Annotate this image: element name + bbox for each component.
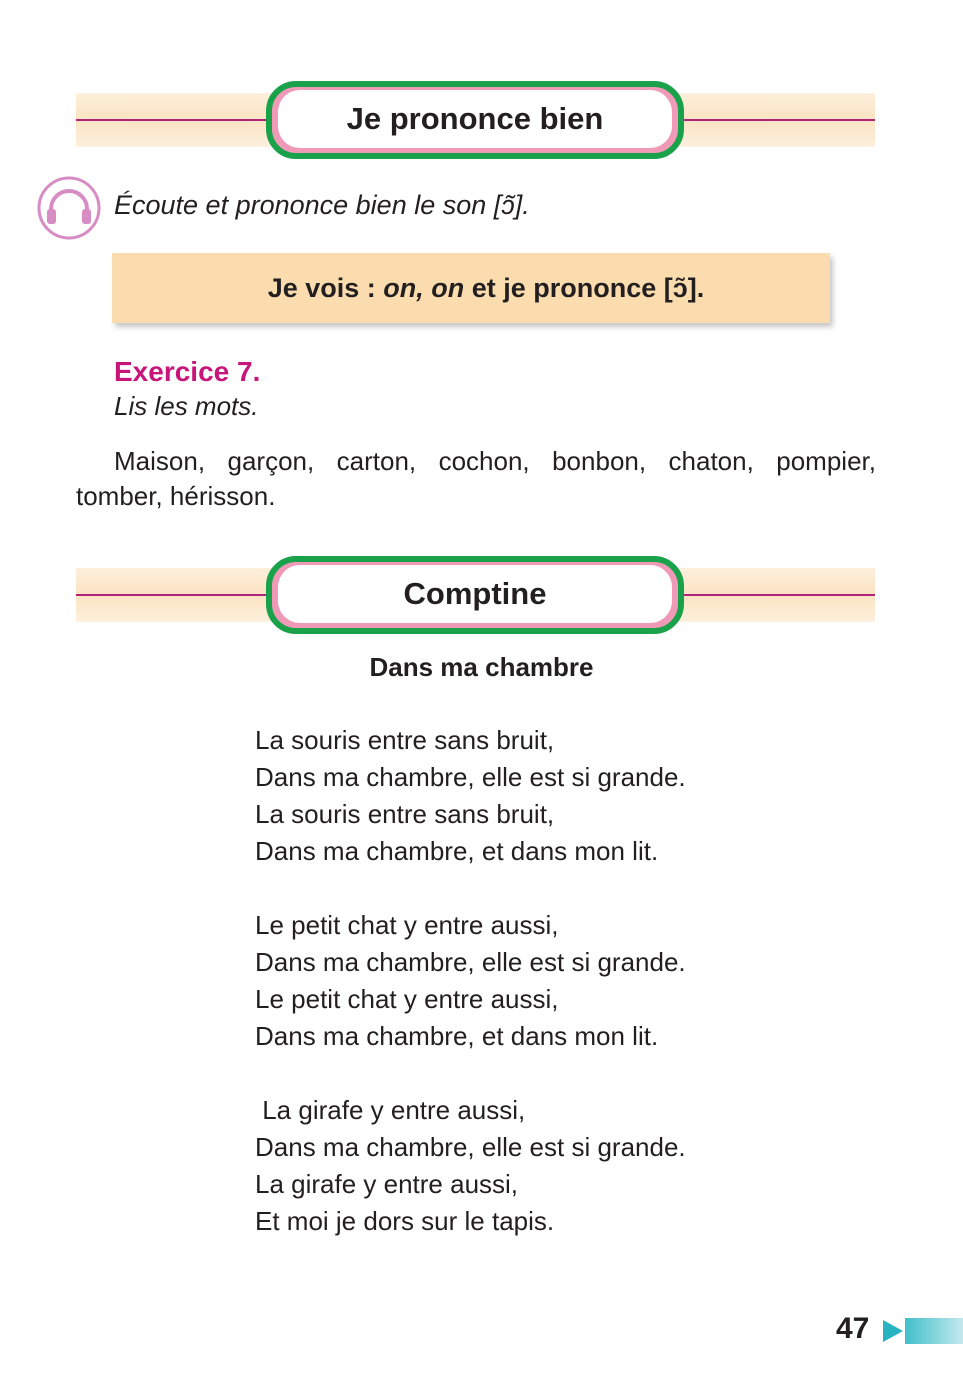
poem-line: Dans ma chambre, elle est si grande. (255, 1132, 686, 1162)
poem-title: Dans ma chambre (369, 652, 594, 682)
poem-line: Dans ma chambre, elle est si grande. (255, 947, 686, 977)
listening-instruction: Écoute et prononce bien le son [ɔ̃]. (114, 190, 530, 220)
poem-line: La girafe y entre aussi, (255, 1095, 526, 1125)
rule-prefix: Je vois : (267, 272, 384, 303)
section-title-pill (266, 556, 684, 634)
play-arrow-icon (883, 1320, 903, 1342)
poem-line: Le petit chat y entre aussi, (255, 910, 559, 940)
poem (255, 722, 686, 1277)
poem-line: La girafe y entre aussi, (255, 1169, 519, 1199)
poem-line: Le petit chat y entre aussi, (255, 984, 559, 1014)
rule-suffix: et je prononce [ɔ̃]. (464, 272, 705, 303)
poem-line: Dans ma chambre, et dans mon lit. (255, 1021, 659, 1051)
exercise-instruction: Lis les mots. (114, 391, 259, 421)
exercise-title: Exercice 7. (114, 356, 261, 387)
poem-line: Dans ma chambre, et dans mon lit. (255, 836, 659, 866)
rule-spelling-1: on (383, 272, 417, 303)
poem-line: La souris entre sans bruit, (255, 799, 555, 829)
poem-line: Dans ma chambre, elle est si grande. (255, 762, 686, 792)
section-title: Je prononce bien (278, 90, 672, 148)
section-title: Comptine (278, 565, 672, 623)
poem-stanza (255, 722, 686, 870)
page-tab (905, 1318, 963, 1344)
section-title-pill (266, 81, 684, 159)
word-list: Maison, garçon, carton, cochon, bonbon, chaton, pompier, tomber, hérisson. (76, 446, 876, 511)
rule-spelling-2: on (431, 272, 465, 303)
headphones-icon[interactable] (36, 175, 102, 241)
page-number: 47 (836, 1312, 870, 1345)
poem-stanza (255, 907, 686, 1055)
poem-stanza (255, 1092, 686, 1240)
poem-line: La souris entre sans bruit, (255, 725, 555, 755)
pronunciation-rule-box (112, 253, 830, 323)
rule-separator: , (416, 272, 432, 303)
poem-line: Et moi je dors sur le tapis. (255, 1206, 555, 1236)
